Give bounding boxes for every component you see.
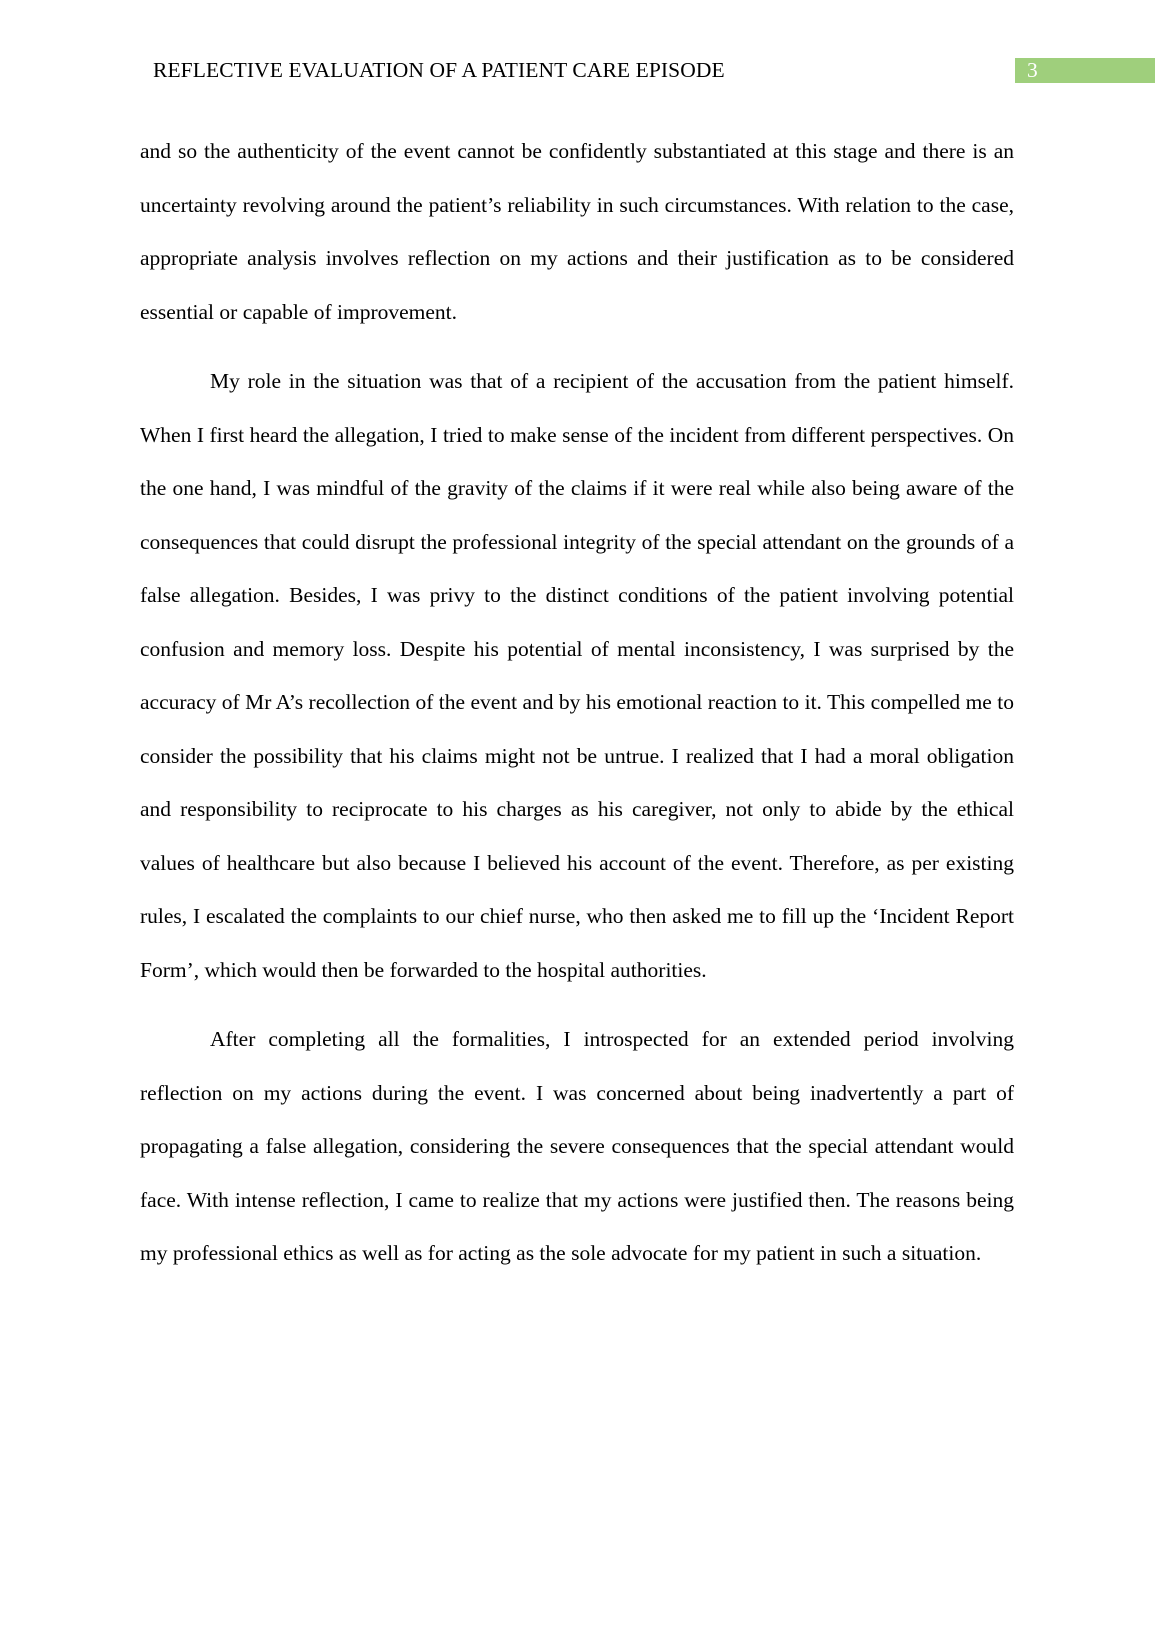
paragraph-role-in-situation: My role in the situation was that of a recipient of the accusation from the patient himself. When I first heard the allegation, I tried to make sense of the incident from different perspectives. On the one hand, I was mindful of the gravity of the claims if it were real while also being aware of the consequences that could disrupt the professional integrity of the special attendant on the grounds of a false allegation. Besides, I was privy to the distinct conditions of the patient involving potential confusion and memory loss. Despite his potential of mental inconsistency, I was surprised by the accuracy of Mr A’s recollection of the event and by his emotional reaction to it. This compelled me to consider the possibility that his claims might not be untrue. I realized that I had a moral obligation and responsibility to reciprocate to his charges as his caregiver, not only to abide by the ethical values of healthcare but also because I believed his account of the event. Therefore, as per existing rules, I escalated the complaints to our chief nurse, who then asked me to fill up the ‘Incident Report Form’, which would then be forwarded to the hospital authorities.: [140, 369, 1014, 982]
body-text: [140, 125, 1014, 1297]
paragraph-after-formalities: After completing all the formalities, I introspected for an extended period involving reflection on my actions during the event. I was concerned about being inadvertently a part of propagating a false allegation, considering the severe consequences that the special attendant would face. With intense reflection, I came to realize that my actions were justified then. The reasons being my professional ethics as well as for acting as the sole advocate for my patient in such a situation.: [140, 1027, 1014, 1265]
paragraph-continuation: and so the authenticity of the event cannot be confidently substantiated at this stage and there is an uncertainty revolving around the patient’s reliability in such circumstances. With relation to the case, appropriate analysis involves reflection on my actions and their justification as to be considered essential or capable of improvement.: [140, 139, 1014, 324]
page-number-badge: [1015, 58, 1155, 83]
running-head: REFLECTIVE EVALUATION OF A PATIENT CARE EPISODE: [153, 58, 725, 82]
page-number: 3: [1027, 58, 1038, 82]
